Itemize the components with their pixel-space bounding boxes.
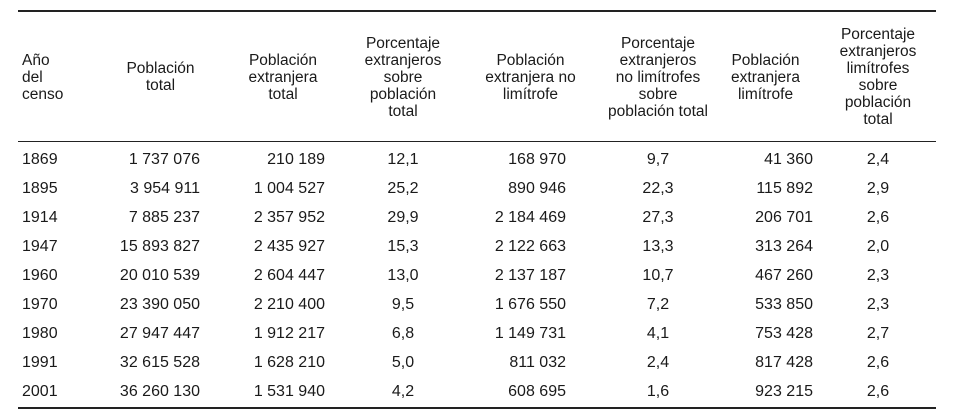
table-row (18, 232, 936, 261)
cell-bordering: 817 428 (755, 354, 813, 371)
header-non-bordering-percent-label: Porcentaje extranjeros no limítrofes sobre población total (608, 34, 708, 120)
header-non-bordering-percent (588, 14, 728, 140)
cell-population-total: 32 615 528 (119, 354, 200, 371)
cell-foreign-percent: 12,1 (387, 151, 419, 168)
cell-year: 1914 (22, 209, 58, 226)
cell-year: 1895 (22, 180, 58, 197)
cell-non-bordering: 2 184 469 (494, 209, 566, 226)
cell-foreign-total: 2 435 927 (253, 238, 325, 255)
cell-bordering-percent: 2,6 (866, 383, 890, 400)
header-foreign-percent-label: Porcentaje extranjeros sobre población total (364, 34, 442, 120)
cell-year: 1991 (22, 354, 58, 371)
cell-bordering-percent: 2,7 (866, 325, 890, 342)
cell-bordering-percent: 2,4 (866, 151, 890, 168)
cell-foreign-percent: 5,0 (391, 354, 415, 371)
cell-foreign-total: 1 531 940 (253, 383, 325, 400)
cell-foreign-total: 2 210 400 (253, 296, 325, 313)
cell-bordering: 41 360 (764, 151, 813, 168)
table-row (18, 174, 936, 203)
table-row (18, 319, 936, 348)
header-bordering (718, 14, 813, 140)
cell-year: 1960 (22, 267, 58, 284)
header-year (22, 14, 92, 140)
header-bordering-percent-label: Porcentaje extranjeros limítrofes sobre población total (839, 26, 917, 128)
cell-year: 1970 (22, 296, 58, 313)
cell-non-bordering-percent: 2,4 (646, 354, 670, 371)
cell-bordering: 923 215 (755, 383, 813, 400)
cell-non-bordering-percent: 27,3 (642, 209, 674, 226)
cell-year: 1869 (22, 151, 58, 168)
cell-bordering-percent: 2,6 (866, 209, 890, 226)
cell-year: 1947 (22, 238, 58, 255)
cell-foreign-percent: 9,5 (391, 296, 415, 313)
cell-population-total: 1 737 076 (128, 151, 200, 168)
table-row (18, 348, 936, 377)
cell-bordering-percent: 2,3 (866, 296, 890, 313)
table-row (18, 145, 936, 174)
cell-population-total: 7 885 237 (128, 209, 200, 226)
table-top-rule (18, 10, 936, 12)
cell-foreign-total: 1 628 210 (253, 354, 325, 371)
cell-bordering-percent: 2,9 (866, 180, 890, 197)
header-foreign-total (233, 14, 333, 140)
cell-population-total: 3 954 911 (130, 180, 200, 197)
cell-foreign-percent: 4,2 (391, 383, 415, 400)
header-bordering-label: Población extranjera limítrofe (731, 51, 800, 103)
cell-foreign-total: 1 004 527 (253, 180, 325, 197)
cell-population-total: 36 260 130 (119, 383, 200, 400)
header-population-total (98, 14, 223, 140)
cell-foreign-percent: 6,8 (391, 325, 415, 342)
header-rule (18, 141, 936, 142)
header-foreign-percent (343, 14, 463, 140)
cell-non-bordering-percent: 9,7 (646, 151, 670, 168)
cell-foreign-total: 1 912 217 (253, 325, 325, 342)
cell-population-total: 20 010 539 (119, 267, 200, 284)
cell-non-bordering-percent: 1,6 (646, 383, 670, 400)
table-row (18, 203, 936, 232)
cell-foreign-percent: 25,2 (387, 180, 419, 197)
header-non-bordering (463, 14, 598, 140)
table-bottom-rule (18, 407, 936, 409)
table-row (18, 261, 936, 290)
cell-non-bordering: 2 122 663 (494, 238, 566, 255)
table-row (18, 377, 936, 406)
cell-non-bordering-percent: 10,7 (642, 267, 674, 284)
cell-non-bordering-percent: 4,1 (646, 325, 670, 342)
cell-year: 1980 (22, 325, 58, 342)
cell-non-bordering-percent: 7,2 (646, 296, 670, 313)
cell-foreign-total: 2 604 447 (253, 267, 325, 284)
cell-foreign-percent: 13,0 (387, 267, 419, 284)
cell-bordering-percent: 2,0 (866, 238, 890, 255)
cell-non-bordering: 1 149 731 (494, 325, 566, 342)
cell-bordering: 533 850 (755, 296, 813, 313)
cell-bordering-percent: 2,6 (866, 354, 890, 371)
table-row (18, 290, 936, 319)
cell-bordering: 206 701 (755, 209, 813, 226)
header-bordering-percent (823, 14, 933, 140)
cell-non-bordering: 890 946 (508, 180, 566, 197)
cell-bordering: 115 892 (756, 180, 813, 197)
cell-bordering: 753 428 (755, 325, 813, 342)
cell-foreign-total: 2 357 952 (253, 209, 325, 226)
cell-non-bordering-percent: 13,3 (642, 238, 674, 255)
cell-non-bordering: 608 695 (508, 383, 566, 400)
cell-foreign-percent: 29,9 (387, 209, 419, 226)
cell-foreign-total: 210 189 (267, 151, 325, 168)
cell-population-total: 27 947 447 (119, 325, 200, 342)
cell-bordering: 467 260 (755, 267, 813, 284)
header-population-total-label: Población total (126, 60, 195, 94)
cell-non-bordering: 168 970 (508, 151, 566, 168)
cell-year: 2001 (22, 383, 58, 400)
cell-bordering-percent: 2,3 (866, 267, 890, 284)
cell-population-total: 23 390 050 (119, 296, 200, 313)
cell-population-total: 15 893 827 (119, 238, 200, 255)
header-year-label: Año del censo (22, 51, 64, 103)
cell-bordering: 313 264 (755, 238, 813, 255)
cell-non-bordering: 811 032 (509, 354, 566, 371)
cell-foreign-percent: 15,3 (387, 238, 419, 255)
header-foreign-total-label: Población extranjera total (248, 51, 318, 103)
cell-non-bordering: 2 137 187 (494, 267, 566, 284)
cell-non-bordering-percent: 22,3 (642, 180, 674, 197)
header-non-bordering-label: Población extranjera no limítrofe (485, 51, 576, 103)
cell-non-bordering: 1 676 550 (494, 296, 566, 313)
